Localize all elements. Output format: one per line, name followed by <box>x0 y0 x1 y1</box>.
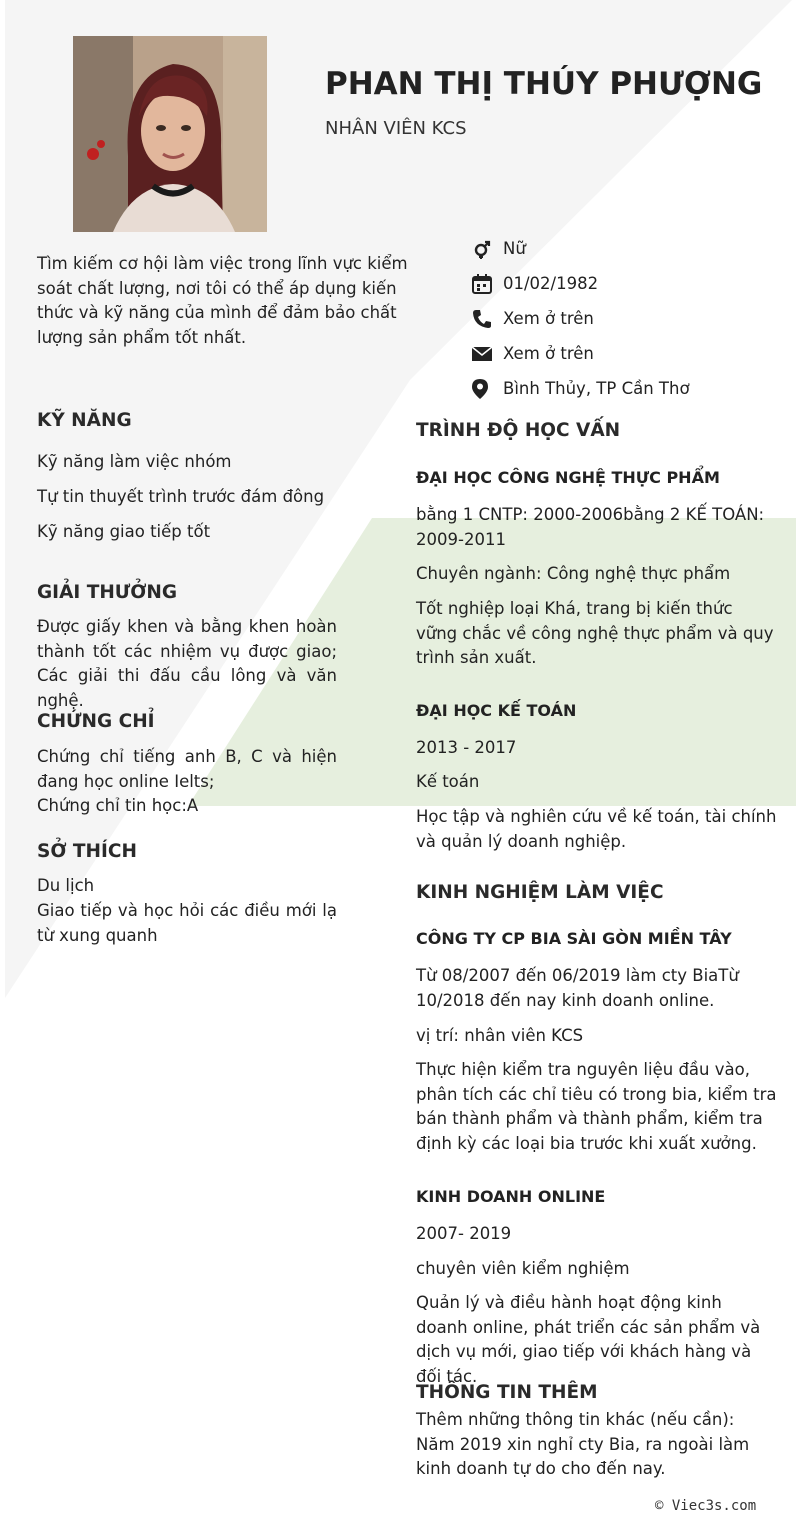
experience-heading: KINH NGHIỆM LÀM VIỆC <box>416 882 664 903</box>
contact-address <box>472 371 772 406</box>
contact-birthday <box>472 266 772 301</box>
contact-email <box>472 336 772 371</box>
candidate-name: PHAN THỊ THÚY PHƯỢNG <box>325 66 763 102</box>
phone-value: Xem ở trên <box>503 309 594 328</box>
gender-icon <box>472 239 503 259</box>
experience-company: CÔNG TY CP BIA SÀI GÒN MIỀN TÂY <box>416 929 732 948</box>
location-pin-icon <box>472 379 503 399</box>
contact-phone <box>472 301 772 336</box>
contact-gender <box>472 231 772 266</box>
awards-text: Được giấy khen và bằng khen hoàn thành tốt các nhiệm vụ được giao; Các giải thi đấu cầu lông và văn nghệ. <box>37 617 337 710</box>
education-description: Tốt nghiệp loại Khá, trang bị kiến thức vững chắc về công nghệ thực phẩm và quy trình sản xuất. <box>416 599 774 667</box>
footer-watermark[interactable]: © Viec3s.com <box>655 1498 757 1514</box>
gender-value: Nữ <box>503 239 526 258</box>
experience-position: chuyên viên kiểm nghiệm <box>416 1259 630 1278</box>
certificate-item: Chứng chỉ tiếng anh B, C và hiện đang học online Ielts; <box>37 747 337 791</box>
email-icon <box>472 344 503 364</box>
extra-info-heading: THÔNG TIN THÊM <box>416 1382 598 1403</box>
contact-info <box>472 231 772 406</box>
experience-position: vị trí: nhân viên KCS <box>416 1026 584 1045</box>
hobby-item: Du lịch <box>37 876 95 895</box>
extra-info-text: Thêm những thông tin khác (nếu cần): Năm 2019 xin nghỉ cty Bia, ra ngoài làm kinh doanh tự do cho đến nay. <box>416 1410 750 1478</box>
email-value: Xem ở trên <box>503 344 594 363</box>
education-school: ĐẠI HỌC KẾ TOÁN <box>416 701 577 720</box>
experience-period: 2007- 2019 <box>416 1224 512 1243</box>
skill-item: Tự tin thuyết trình trước đám đông <box>37 487 325 506</box>
skills-heading: KỸ NĂNG <box>37 410 132 431</box>
education-major: Kế toán <box>416 772 480 791</box>
skill-item: Kỹ năng giao tiếp tốt <box>37 522 211 541</box>
education-heading: TRÌNH ĐỘ HỌC VẤN <box>416 420 621 441</box>
certificate-item: Chứng chỉ tin học:A <box>37 796 199 815</box>
certificates-heading: CHỨNG CHỈ <box>37 711 155 732</box>
awards-heading: GIẢI THƯỞNG <box>37 582 178 603</box>
hobby-item: Giao tiếp và học hỏi các điều mới lạ từ xung quanh <box>37 901 337 945</box>
phone-icon <box>472 309 503 329</box>
skill-item: Kỹ năng làm việc nhóm <box>37 452 232 471</box>
career-objective: Tìm kiếm cơ hội làm việc trong lĩnh vực kiểm soát chất lượng, nơi tôi có thể áp dụng kiến thức và kỹ năng của mình để đảm bảo chất lượng sản phẩm tốt nhất. <box>37 254 408 347</box>
hobbies-heading: SỞ THÍCH <box>37 841 137 862</box>
job-title: NHÂN VIÊN KCS <box>325 118 467 139</box>
education-period: 2013 - 2017 <box>416 738 517 757</box>
experience-period: Từ 08/2007 đến 06/2019 làm cty BiaTừ 10/2018 đến nay kinh doanh online. <box>416 966 739 1010</box>
calendar-icon <box>472 274 503 294</box>
education-school: ĐẠI HỌC CÔNG NGHỆ THỰC PHẨM <box>416 468 720 487</box>
birthday-value: 01/02/1982 <box>503 274 599 293</box>
profile-photo <box>73 36 267 232</box>
experience-company: KINH DOANH ONLINE <box>416 1187 606 1206</box>
experience-description: Thực hiện kiểm tra nguyên liệu đầu vào, phân tích các chỉ tiêu có trong bia, kiểm tra bán thành phẩm và thành phẩm, kiểm tra định kỳ các loại bia trước khi xuất xưởng. <box>416 1060 777 1153</box>
experience-description: Quản lý và điều hành hoạt động kinh doanh online, phát triển các sản phẩm và dịch vụ mới, giao tiếp với khách hàng và đối tác. <box>416 1293 761 1386</box>
education-major: Chuyên ngành: Công nghệ thực phẩm <box>416 564 731 583</box>
education-description: Học tập và nghiên cứu về kế toán, tài chính và quản lý doanh nghiệp. <box>416 807 777 851</box>
education-period: bằng 1 CNTP: 2000-2006bằng 2 KẾ TOÁN: 2009-2011 <box>416 505 765 549</box>
address-value: Bình Thủy, TP Cần Thơ <box>503 379 690 398</box>
